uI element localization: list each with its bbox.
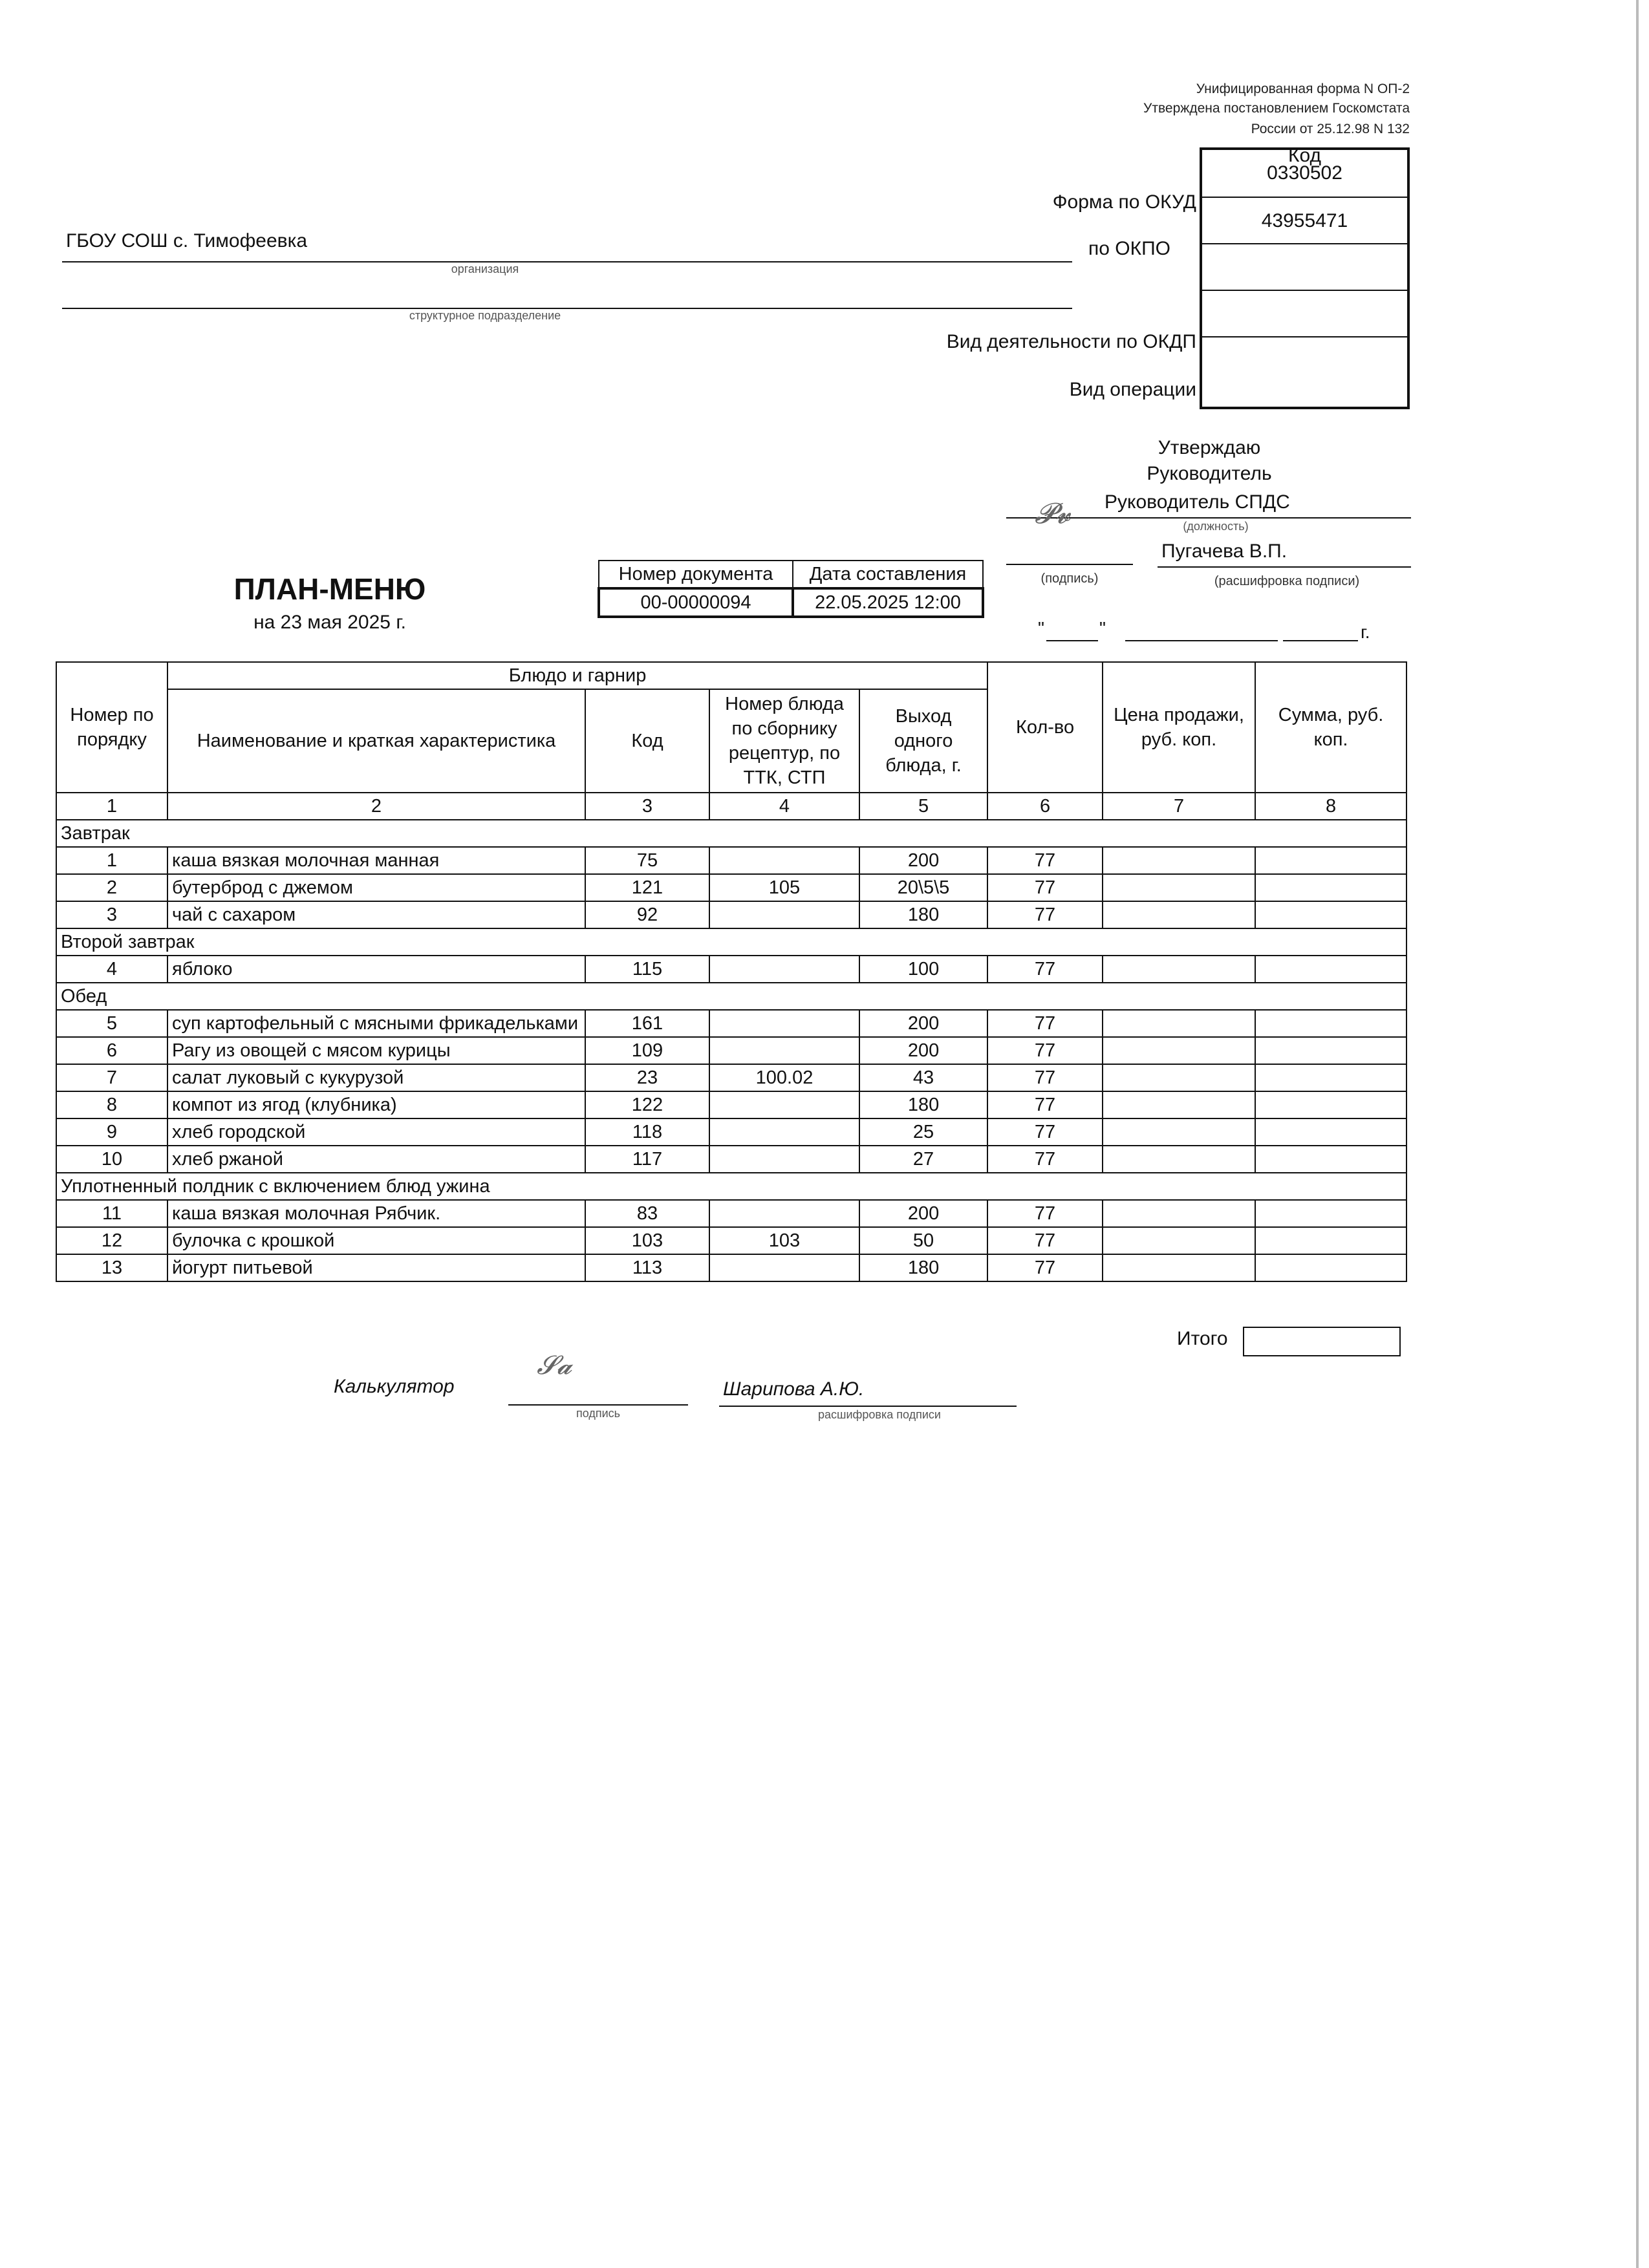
- dish-code: 75: [585, 847, 709, 874]
- footer-name-caption: расшифровка подписи: [818, 1408, 941, 1421]
- header-yield: Выход одного блюда, г.: [859, 689, 987, 793]
- approval-approve: Утверждаю: [1158, 437, 1261, 458]
- dish-yield: 180: [859, 901, 987, 928]
- approval-position-caption: (должность): [1183, 520, 1249, 533]
- sum-cell: [1255, 1227, 1406, 1254]
- section-title: Обед: [56, 983, 1406, 1010]
- recipe-number: 105: [709, 874, 859, 901]
- column-number-cell: 1: [56, 793, 167, 820]
- sum-cell: [1255, 901, 1406, 928]
- approval-date-day-line: [1046, 640, 1098, 641]
- footer-name-line: [719, 1406, 1017, 1407]
- footer-signature-caption: подпись: [576, 1407, 621, 1420]
- header-num: Номер по порядку: [56, 662, 167, 793]
- document-date-header: Дата составления: [793, 561, 983, 588]
- row-number: 5: [56, 1010, 167, 1037]
- document-info-table: [598, 560, 984, 618]
- table-row: [56, 874, 1406, 901]
- dish-yield: 200: [859, 1010, 987, 1037]
- dish-quantity: 77: [987, 847, 1103, 874]
- dish-quantity: 77: [987, 1118, 1103, 1146]
- sum-cell: [1255, 847, 1406, 874]
- dish-name: суп картофельный с мясными фрикадельками: [167, 1010, 585, 1037]
- dish-code: 118: [585, 1118, 709, 1146]
- approval-date-year-line: [1283, 640, 1358, 641]
- dish-name: хлеб городской: [167, 1118, 585, 1146]
- okud-value: 0330502: [1267, 162, 1342, 184]
- recipe-number: [709, 901, 859, 928]
- page-title: ПЛАН-МЕНЮ: [233, 572, 426, 606]
- table-row: [56, 847, 1406, 874]
- table-row: [56, 901, 1406, 928]
- recipe-number: [709, 1010, 859, 1037]
- column-number-cell: 3: [585, 793, 709, 820]
- price-cell: [1103, 956, 1255, 983]
- subdivision-caption: структурное подразделение: [409, 309, 561, 322]
- recipe-number: 103: [709, 1227, 859, 1254]
- price-cell: [1103, 1227, 1255, 1254]
- dish-yield: 20\5\5: [859, 874, 987, 901]
- column-number-cell: 6: [987, 793, 1103, 820]
- dish-name: булочка с крошкой: [167, 1227, 585, 1254]
- price-cell: [1103, 901, 1255, 928]
- dish-code: 92: [585, 901, 709, 928]
- column-number-cell: 2: [167, 793, 585, 820]
- sum-cell: [1255, 1064, 1406, 1091]
- table-row: [56, 956, 1406, 983]
- approval-name-caption: (расшифровка подписи): [1214, 574, 1360, 588]
- recipe-number: [709, 1254, 859, 1281]
- price-cell: [1103, 1064, 1255, 1091]
- dish-name: бутерброд с джемом: [167, 874, 585, 901]
- table-row: [56, 1091, 1406, 1118]
- price-cell: [1103, 1091, 1255, 1118]
- dish-name: Рагу из овощей с мясом курицы: [167, 1037, 585, 1064]
- dish-code: 115: [585, 956, 709, 983]
- dish-yield: 200: [859, 1200, 987, 1227]
- dish-yield: 25: [859, 1118, 987, 1146]
- dish-yield: 180: [859, 1091, 987, 1118]
- row-number: 10: [56, 1146, 167, 1173]
- dish-quantity: 77: [987, 1146, 1103, 1173]
- okpo-label: по ОКПО: [1088, 238, 1170, 259]
- footer-signature-mark: 𝓢𝓪: [537, 1351, 572, 1380]
- price-cell: [1103, 1254, 1255, 1281]
- row-number: 8: [56, 1091, 167, 1118]
- total-label: Итого: [1177, 1328, 1228, 1349]
- sum-cell: [1255, 874, 1406, 901]
- recipe-number: [709, 1200, 859, 1227]
- okdp-label: Вид деятельности по ОКДП: [946, 331, 1196, 352]
- approval-signature-caption: (подпись): [1040, 572, 1099, 586]
- approval-date-open-quote: ": [1038, 618, 1044, 638]
- column-number-cell: 7: [1103, 793, 1255, 820]
- dish-code: 161: [585, 1010, 709, 1037]
- column-number-cell: 8: [1255, 793, 1406, 820]
- section-row: [56, 983, 1406, 1010]
- approval-signature-mark: 𝓟𝓿: [1035, 498, 1071, 530]
- row-number: 2: [56, 874, 167, 901]
- sum-cell: [1255, 1254, 1406, 1281]
- recipe-number: 100.02: [709, 1064, 859, 1091]
- price-cell: [1103, 1146, 1255, 1173]
- dish-quantity: 77: [987, 1064, 1103, 1091]
- header-price: Цена продажи, руб. коп.: [1103, 662, 1255, 793]
- price-cell: [1103, 847, 1255, 874]
- sum-cell: [1255, 956, 1406, 983]
- organization-caption: организация: [451, 262, 519, 275]
- dish-quantity: 77: [987, 1010, 1103, 1037]
- row-number: 1: [56, 847, 167, 874]
- dish-code: 117: [585, 1146, 709, 1173]
- table-row: [56, 1254, 1406, 1281]
- dish-name: яблоко: [167, 956, 585, 983]
- approval-role: Руководитель: [1147, 463, 1272, 484]
- dish-code: 23: [585, 1064, 709, 1091]
- okdp-value: [1202, 290, 1407, 336]
- section-title: Второй завтрак: [56, 928, 1406, 956]
- row-number: 4: [56, 956, 167, 983]
- dish-quantity: 77: [987, 1200, 1103, 1227]
- operation-value: [1202, 336, 1407, 409]
- recipe-number: [709, 847, 859, 874]
- dish-quantity: 77: [987, 901, 1103, 928]
- header-qty: Кол-во: [987, 662, 1103, 793]
- dish-yield: 43: [859, 1064, 987, 1091]
- table-row: [56, 1037, 1406, 1064]
- sum-cell: [1255, 1037, 1406, 1064]
- operation-label: Вид операции: [1069, 379, 1196, 400]
- recipe-number: [709, 1091, 859, 1118]
- section-row: [56, 820, 1406, 847]
- dish-yield: 50: [859, 1227, 987, 1254]
- form-header-line2: Утверждена постановлением Госкомстата: [1143, 101, 1410, 116]
- price-cell: [1103, 1118, 1255, 1146]
- sum-cell: [1255, 1091, 1406, 1118]
- sum-cell: [1255, 1200, 1406, 1227]
- dish-quantity: 77: [987, 956, 1103, 983]
- price-cell: [1103, 1200, 1255, 1227]
- table-row: [56, 1146, 1406, 1173]
- okpo-value: 43955471: [1202, 197, 1407, 243]
- section-title: Завтрак: [56, 820, 1406, 847]
- table-row: [56, 1064, 1406, 1091]
- table-row: [56, 1227, 1406, 1254]
- total-value-cell: [1243, 1327, 1401, 1356]
- document-date: 22.05.2025 12:00: [793, 588, 983, 617]
- code-header: Код: [1288, 145, 1321, 166]
- dish-code: 103: [585, 1227, 709, 1254]
- sum-cell: [1255, 1146, 1406, 1173]
- recipe-number: [709, 1037, 859, 1064]
- header-recipe: Номер блюда по сборнику рецептур, по ТТК, СТП: [709, 689, 859, 793]
- row-number: 9: [56, 1118, 167, 1146]
- dish-yield: 200: [859, 1037, 987, 1064]
- column-number-cell: 4: [709, 793, 859, 820]
- header-group: Блюдо и гарнир: [167, 662, 987, 689]
- row-number: 13: [56, 1254, 167, 1281]
- approval-date-month-line: [1125, 640, 1278, 641]
- price-cell: [1103, 1010, 1255, 1037]
- recipe-number: [709, 1146, 859, 1173]
- scan-edge: [1636, 0, 1639, 2268]
- code-box: [1200, 147, 1410, 409]
- dish-name: салат луковый с кукурузой: [167, 1064, 585, 1091]
- dish-code: 121: [585, 874, 709, 901]
- menu-table: [56, 661, 1407, 1282]
- dish-quantity: 77: [987, 1254, 1103, 1281]
- approval-name-line: [1158, 566, 1411, 568]
- dish-name: чай с сахаром: [167, 901, 585, 928]
- header-sum: Сумма, руб. коп.: [1255, 662, 1406, 793]
- approval-date-close-quote: ": [1099, 618, 1106, 638]
- organization-name: ГБОУ СОШ с. Тимофеевка: [66, 230, 308, 251]
- document-number-header: Номер документа: [599, 561, 793, 588]
- dish-code: 109: [585, 1037, 709, 1064]
- price-cell: [1103, 1037, 1255, 1064]
- recipe-number: [709, 956, 859, 983]
- form-header-line1: Унифицированная форма N ОП-2: [1196, 81, 1410, 96]
- dish-quantity: 77: [987, 874, 1103, 901]
- dish-code: 113: [585, 1254, 709, 1281]
- column-numbers-row: [56, 793, 1406, 820]
- dish-yield: 180: [859, 1254, 987, 1281]
- empty-code-cell: [1202, 243, 1407, 290]
- recipe-number: [709, 1118, 859, 1146]
- sum-cell: [1255, 1010, 1406, 1037]
- section-title: Уплотненный полдник с включением блюд ужина: [56, 1173, 1406, 1200]
- page-subtitle: на 23 мая 2025 г.: [253, 612, 406, 633]
- approval-year-suffix: г.: [1361, 622, 1370, 642]
- approval-position: Руководитель СПДС: [1105, 491, 1290, 513]
- document-number: 00-00000094: [599, 588, 793, 617]
- section-row: [56, 928, 1406, 956]
- dish-yield: 100: [859, 956, 987, 983]
- price-cell: [1103, 874, 1255, 901]
- dish-quantity: 77: [987, 1227, 1103, 1254]
- section-row: [56, 1173, 1406, 1200]
- dish-yield: 200: [859, 847, 987, 874]
- dish-name: компот из ягод (клубника): [167, 1091, 585, 1118]
- row-number: 11: [56, 1200, 167, 1227]
- dish-code: 83: [585, 1200, 709, 1227]
- footer-signature-line: [508, 1404, 688, 1406]
- form-header-line3: России от 25.12.98 N 132: [1251, 122, 1410, 136]
- row-number: 7: [56, 1064, 167, 1091]
- dish-name: йогурт питьевой: [167, 1254, 585, 1281]
- dish-name: хлеб ржаной: [167, 1146, 585, 1173]
- sum-cell: [1255, 1118, 1406, 1146]
- okud-label: Форма по ОКУД: [1052, 191, 1196, 213]
- approval-signature-line: [1006, 564, 1133, 565]
- footer-role: Калькулятор: [334, 1376, 455, 1397]
- row-number: 6: [56, 1037, 167, 1064]
- dish-quantity: 77: [987, 1037, 1103, 1064]
- dish-code: 122: [585, 1091, 709, 1118]
- dish-name: каша вязкая молочная Рябчик.: [167, 1200, 585, 1227]
- header-name: Наименование и краткая характеристика: [167, 689, 585, 793]
- header-code: Код: [585, 689, 709, 793]
- table-row: [56, 1200, 1406, 1227]
- row-number: 3: [56, 901, 167, 928]
- dish-name: каша вязкая молочная манная: [167, 847, 585, 874]
- dish-yield: 27: [859, 1146, 987, 1173]
- dish-quantity: 77: [987, 1091, 1103, 1118]
- footer-name: Шарипова А.Ю.: [723, 1378, 865, 1400]
- column-number-cell: 5: [859, 793, 987, 820]
- row-number: 12: [56, 1227, 167, 1254]
- table-row: [56, 1010, 1406, 1037]
- approval-name: Пугачева В.П.: [1161, 540, 1288, 562]
- table-row: [56, 1118, 1406, 1146]
